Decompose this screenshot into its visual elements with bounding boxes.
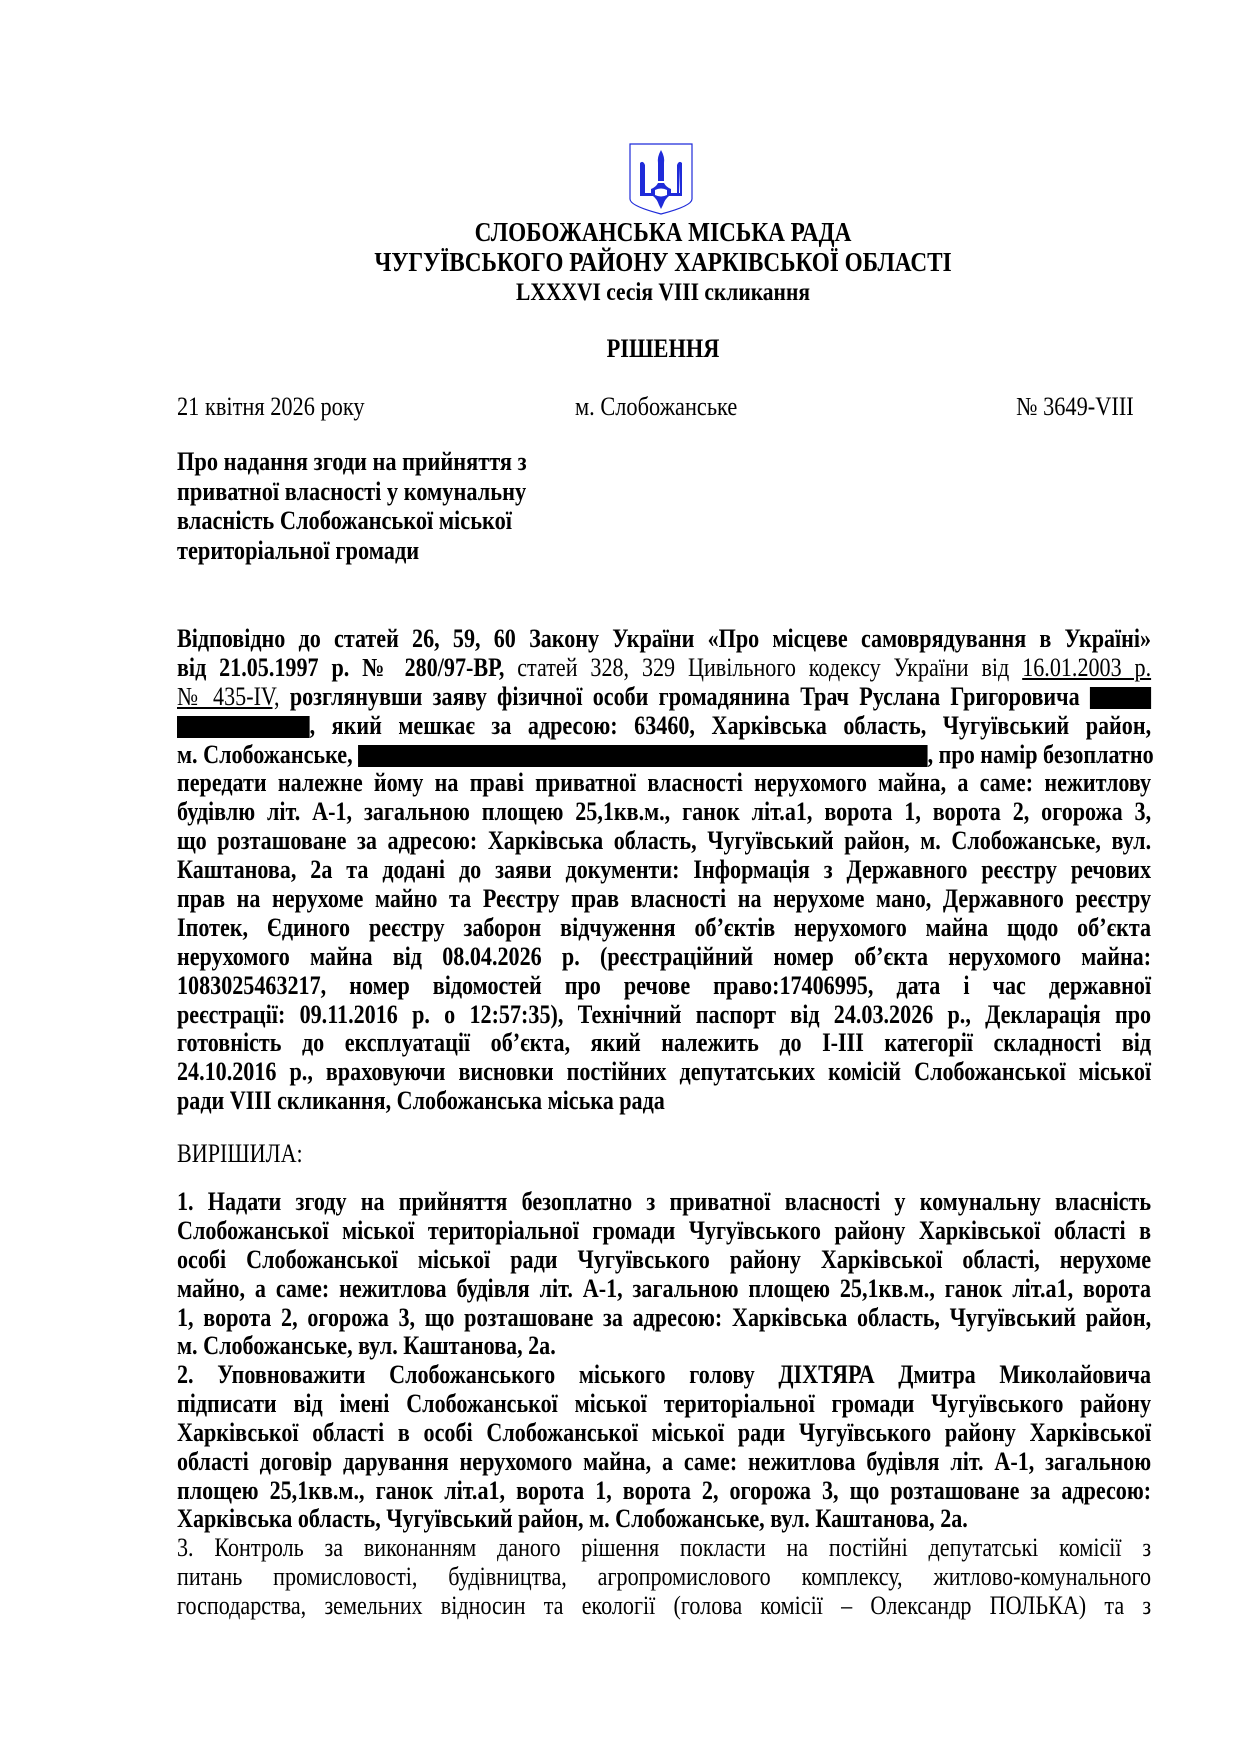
item-line: 1. Надати згоду на прийняття безоплатно з приватної власності у комунальну власність xyxy=(177,1187,1152,1216)
text-segment: розглянувши заяву фізичної особи громадянина Трач Руслана Григоровича xyxy=(279,681,1090,711)
item-line: 2. Уповноважити Слобожанського міського голову ДІХТЯРА Дмитра Миколайовича xyxy=(177,1360,1152,1389)
paragraph-line xyxy=(177,798,1151,827)
decision-place: м. Слобожанське xyxy=(575,392,738,421)
redaction-box xyxy=(358,745,928,767)
text-segment: № 435-IV, xyxy=(177,681,280,711)
text-segment: що розташоване за адресою: Харківська область, Чугуївський район, м. Слобожанське, вул. xyxy=(177,826,1152,856)
item-line: області договір дарування нерухомого майна, а саме: нежитлова будівля літ. А-1, загальною xyxy=(177,1446,1152,1476)
session-info: LXXXVI сесія VIII скликання xyxy=(516,279,810,306)
paragraph-line xyxy=(177,1029,1151,1058)
text-segment: будівлю літ. А-1, загальною площею 25,1кв.м., ганок літ.а1, ворота 1, ворота 2, огорожа 3, xyxy=(177,797,1152,827)
paragraph-line xyxy=(177,827,1151,856)
text-segment: статей 328, 329 Цивільного кодексу України від xyxy=(517,652,1023,682)
paragraph-line xyxy=(177,856,1151,885)
text-segment: Відповідно до статей 26, 59, 60 Закону України «Про місцеве самоврядування в Україні» xyxy=(177,624,1152,653)
text-segment: нерухомого майна від 08.04.2026 р. (реєстраційний номер об’єкта нерухомого майна: xyxy=(177,941,1152,971)
document-type: РІШЕННЯ xyxy=(606,334,720,363)
paragraph-line xyxy=(177,972,1151,1001)
subject-line: Про надання згоди на прийняття з xyxy=(177,447,527,476)
text-segment: реєстрації: 09.11.2016 р. о 12:57:35), Технічний паспорт від 24.03.2026 р., Декларація про xyxy=(177,999,1152,1029)
text-segment: Каштанова, 2а та додані до заяви документи: Інформація з Державного реєстру речових xyxy=(177,855,1152,885)
text-segment: ради VIII скликання, Слобожанська міська рада xyxy=(177,1086,665,1116)
subject-line: власність Слобожанської міської xyxy=(177,506,512,535)
paragraph-line xyxy=(177,683,1151,712)
text-segment: передати належне йому на праві приватної власності нерухомого майна, а саме: нежитлову xyxy=(177,768,1152,798)
text-segment: м. Слобожанське, xyxy=(177,739,359,769)
item-line: господарства, земельних відносин та екології (голова комісії – Олександр ПОЛЬКА) та з xyxy=(177,1590,1152,1620)
paragraph-line xyxy=(177,654,1151,683)
paragraph-line xyxy=(177,739,1154,770)
text-segment: 16.01.2003 р. xyxy=(1022,652,1152,682)
preamble-paragraph xyxy=(177,624,1154,1116)
paragraph-line xyxy=(177,1058,1151,1087)
decision-number: № 3649-VIII xyxy=(1016,392,1134,421)
council-name: СЛОБОЖАНСЬКА МІСЬКА РАДА xyxy=(474,217,852,247)
text-segment: від 21.05.1997 р. № 280/97-ВР, xyxy=(177,652,518,682)
subject-line: територіальної громади xyxy=(177,535,420,565)
decision-item-2 xyxy=(177,1361,1151,1534)
text-segment: , який мешкає за адресою: 63460, Харківська область, Чугуївський район, xyxy=(309,710,1152,740)
item-line: Харківська область, Чугуївський район, м. Слобожанське, вул. Каштанова, 2а. xyxy=(177,1504,968,1534)
item-line: м. Слобожанське, вул. Каштанова, 2а. xyxy=(177,1331,556,1361)
text-segment: готовність до експлуатації об’єкта, який належить до І-ІІІ категорії складності від xyxy=(177,1028,1152,1058)
item-line: майно, а саме: нежитлова будівля літ. А-1, загальною площею 25,1кв.м., ганок літ.а1, ворота xyxy=(177,1273,1152,1303)
decision-item-1 xyxy=(177,1188,1151,1361)
text-segment: 1083025463217, номер відомостей про речове право:17406995, дата і час державної xyxy=(177,970,1152,1000)
paragraph-line xyxy=(177,885,1151,914)
paragraph-line xyxy=(177,1001,1151,1030)
item-line: Слобожанської міської територіальної громади Чугуївського району Харківської області в xyxy=(177,1215,1152,1245)
coat-of-arms-trident-icon xyxy=(629,143,693,215)
paragraph-line xyxy=(177,625,1151,654)
paragraph-line xyxy=(177,769,1151,798)
decision-date: 21 квітня 2026 року xyxy=(177,392,365,421)
decision-subject xyxy=(177,447,527,565)
district-name: ЧУГУЇВСЬКОГО РАЙОНУ ХАРКІВСЬКОЇ ОБЛАСТІ xyxy=(374,247,952,277)
item-line: 3. Контроль за виконанням даного рішення покласти на постійні депутатські комісії з xyxy=(177,1533,1152,1562)
text-segment: 24.10.2016 р., враховуючи висновки постійних депутатських комісій Слобожанської міської xyxy=(177,1057,1152,1087)
item-line: площею 25,1кв.м., ганок літ.а1, ворота 1, ворота 2, огорожа 3, що розташоване за адресою: xyxy=(177,1475,1152,1505)
redaction-box xyxy=(1090,687,1151,709)
paragraph-line xyxy=(177,943,1151,972)
text-segment: прав на нерухоме майно та Реєстру прав власності на нерухоме мано, Державного реєстру xyxy=(177,884,1152,914)
item-line: підписати від імені Слобожанської міської територіальної громади Чугуївського району xyxy=(177,1388,1152,1418)
text-segment: , про намір безоплатно xyxy=(927,739,1154,769)
paragraph-line xyxy=(177,712,1151,741)
subject-line: приватної власності у комунальну xyxy=(177,476,527,506)
item-line: Харківської області в особі Слобожанської міської ради Чугуївського району Харківської xyxy=(177,1417,1152,1447)
text-segment: Іпотек, Єдиного реєстру заборон відчуження об’єктів нерухомого майна щодо об’єкта xyxy=(177,912,1152,942)
redaction-box xyxy=(177,716,310,738)
resolved-label: ВИРІШИЛА: xyxy=(177,1139,303,1168)
paragraph-line xyxy=(177,914,1151,943)
paragraph-line xyxy=(177,1087,1151,1116)
item-line: особі Слобожанської міської ради Чугуївського району Харківської області, нерухоме xyxy=(177,1244,1152,1274)
item-line: питань промисловості, будівництва, агропромислового комплексу, житлово-комунального xyxy=(177,1561,1152,1591)
item-line: 1, ворота 2, огорожа 3, що розташоване за адресою: Харківська область, Чугуївський район, xyxy=(177,1302,1152,1332)
decision-item-3 xyxy=(177,1534,1151,1621)
